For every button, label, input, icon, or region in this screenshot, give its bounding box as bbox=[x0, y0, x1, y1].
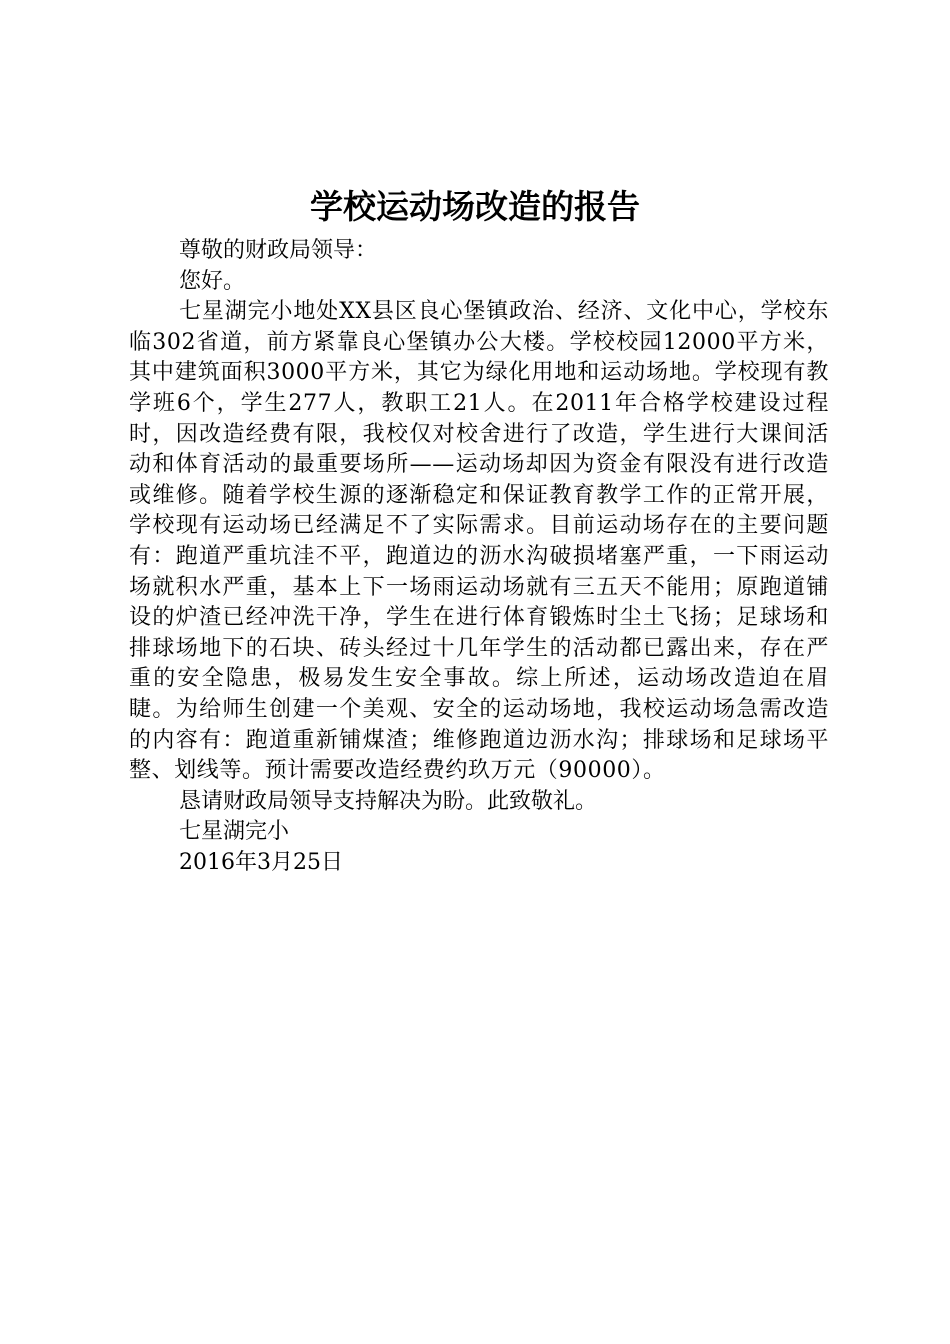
date-line: 2016年3月25日 bbox=[179, 849, 343, 875]
signature: 七星湖完小 bbox=[179, 819, 290, 845]
greeting: 您好。 bbox=[179, 268, 246, 294]
salutation: 尊敬的财政局领导： bbox=[179, 238, 378, 263]
main-paragraph: 七星湖完小地处XX县区良心堡镇政治、经济、文化中心，学校东临302省道，前方紧靠良心堡镇办公大楼。学校校园12000平方米，其中建筑面积3000平方米，其它为绿化用地和运动场地。学校现有教学班6个，学生277人，教职工21人。在2011年合格学校建设过程时，因改造经费有限，我校仅对校舍进行了改造，学生进行大课间活动和体育活动的最重要场所——运动场却因为资金有限没有进行改造或维修。随着学校生源的逐渐稳定和保证教育教学工作的正常开展，学校现有运动场已经满足不了实际需求。目前运动场存在的主要问题有：跑道严重坑洼不平，跑道边的沥水沟破损堵塞严重，一下雨运动场就积水严重，基本上下一场雨运动场就有三五天不能用；原跑道铺设的炉渣已经冲洗干净，学生在进行体育锻炼时尘土飞扬；足球场和排球场地下的石块、砖头经过十几年学生的活动都已露出来，存在严重的安全隐患，极易发生安全事故。综上所述，运动场改造迫在眉睫。为给师生创建一个美观、安全的运动场地，我校运动场急需改造的内容有：跑道重新铺煤渣；维修跑道边沥水沟；排球场和足球场平整、划线等。预计需要改造经费约玖万元（90000）。 bbox=[129, 299, 829, 784]
document-title: 学校运动场改造的报告 bbox=[310, 187, 640, 226]
closing-line: 恳请财政局领导支持解决为盼。此致敬礼。 bbox=[179, 788, 598, 814]
document-body bbox=[129, 236, 829, 878]
